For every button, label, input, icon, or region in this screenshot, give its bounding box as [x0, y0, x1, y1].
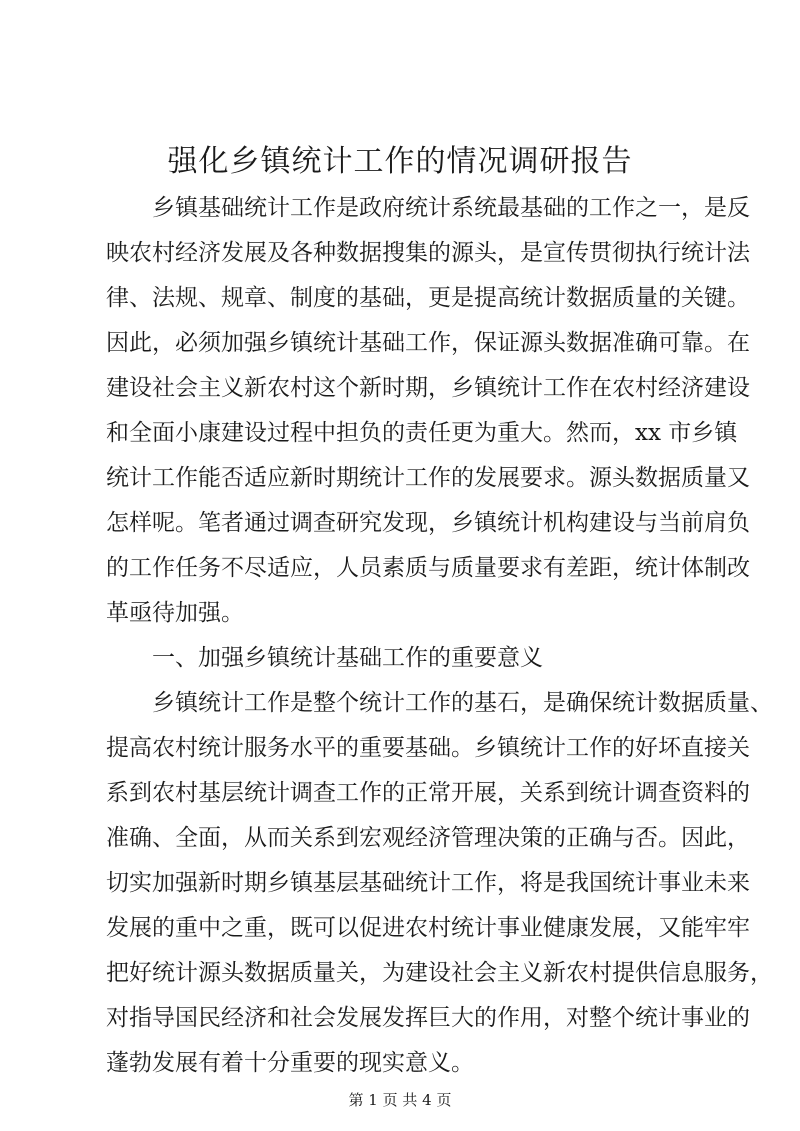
paragraph-line: 的工作任务不尽适应，人员素质与质量要求有差距，统计体制改 — [106, 555, 750, 581]
paragraph-line: 提高农村统计服务水平的重要基础。乡镇统计工作的好坏直接关 — [106, 735, 750, 761]
paragraph-line: 切实加强新时期乡镇基层基础统计工作，将是我国统计事业未来 — [106, 870, 750, 896]
paragraph-line: 系到农村基层统计调查工作的正常开展，关系到统计调查资料的 — [106, 780, 750, 806]
paragraph-line: 统计工作能否适应新时期统计工作的发展要求。源头数据质量又 — [106, 465, 750, 491]
document-body — [106, 186, 773, 1086]
paragraph-line: 和全面小康建设过程中担负的责任更为重大。然而，xx 市乡镇 — [106, 420, 738, 446]
section-heading: 一、加强乡镇统计基础工作的重要意义 — [152, 645, 543, 671]
paragraph-line: 乡镇统计工作是整个统计工作的基石，是确保统计数据质量、 — [152, 690, 773, 716]
paragraph-line: 建设社会主义新农村这个新时期，乡镇统计工作在农村经济建设 — [106, 375, 750, 401]
paragraph-line: 映农村经济发展及各种数据搜集的源头，是宣传贯彻执行统计法 — [106, 240, 750, 266]
paragraph-line: 律、法规、规章、制度的基础，更是提高统计数据质量的关键。 — [106, 285, 750, 311]
paragraph-line: 准确、全面，从而关系到宏观经济管理决策的正确与否。因此， — [106, 825, 750, 851]
paragraph-line: 乡镇基础统计工作是政府统计系统最基础的工作之一，是反 — [152, 195, 750, 221]
paragraph-line: 因此，必须加强乡镇统计基础工作，保证源头数据准确可靠。在 — [106, 330, 750, 356]
paragraph-line: 蓬勃发展有着十分重要的现实意义。 — [106, 1050, 474, 1076]
paragraph-line: 怎样呢。笔者通过调查研究发现，乡镇统计机构建设与当前肩负 — [106, 510, 750, 536]
paragraph-line: 发展的重中之重，既可以促进农村统计事业健康发展，又能牢牢 — [106, 915, 750, 941]
paragraph-line: 对指导国民经济和社会发展发挥巨大的作用，对整个统计事业的 — [106, 1005, 750, 1031]
paragraph-line: 把好统计源头数据质量关，为建设社会主义新农村提供信息服务， — [106, 960, 773, 986]
paragraph-line: 革亟待加强。 — [106, 600, 244, 626]
document-title: 强化乡镇统计工作的情况调研报告 — [167, 144, 633, 179]
page-footer: 第 1 页 共 4 页 — [348, 1091, 452, 1109]
